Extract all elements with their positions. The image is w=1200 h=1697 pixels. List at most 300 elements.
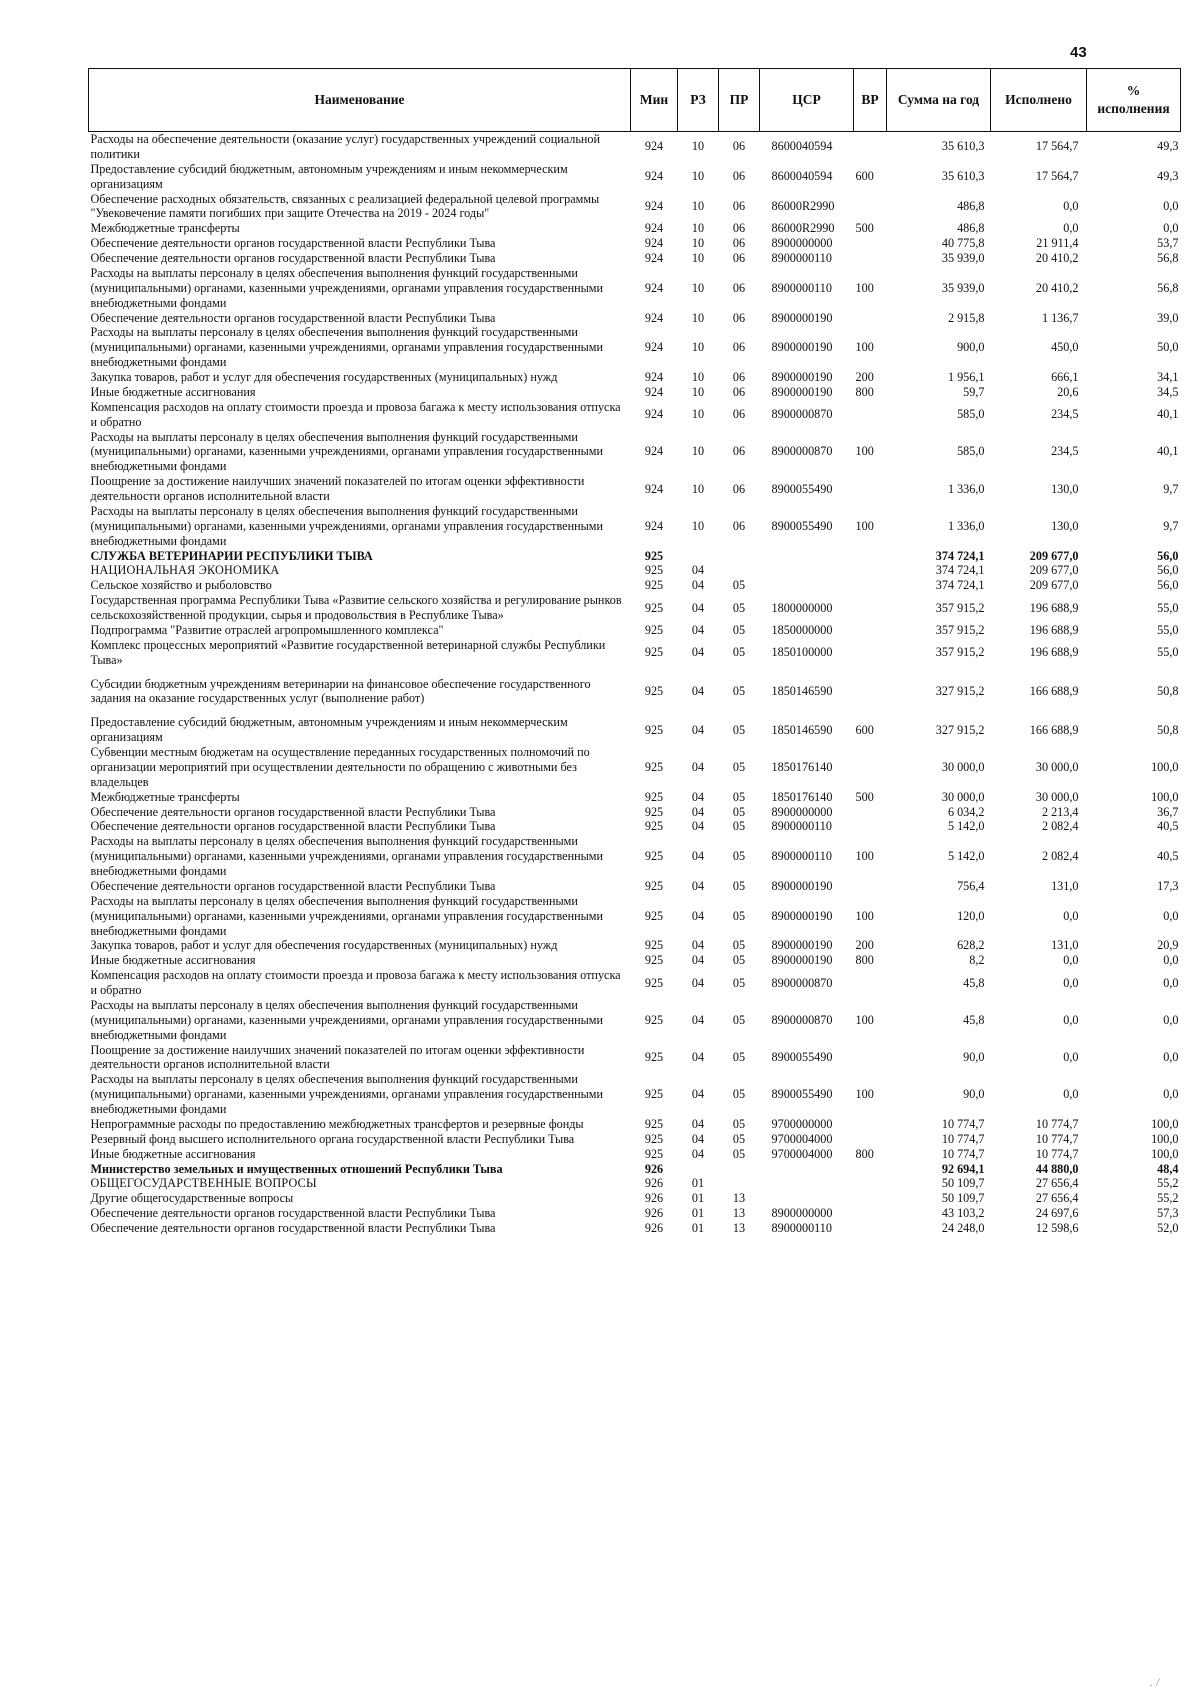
cell-done: 27 656,4 — [1035, 1176, 1079, 1191]
cell-name: Обеспечение деятельности органов государственной власти Республики Тыва — [90, 819, 496, 834]
cell-pct: 52,0 — [1157, 1221, 1179, 1235]
cell-rz: 04 — [691, 578, 705, 593]
cell-done: 196 688,9 — [1029, 622, 1079, 637]
cell-done: 30 000,0 — [1035, 759, 1079, 774]
cell-csr: 1850146590 — [771, 683, 833, 698]
cell-done: 27 656,4 — [1035, 1191, 1079, 1206]
cell-name: Обеспечение деятельности органов государственной власти Республики Тыва — [90, 804, 496, 819]
cell-done: 44 880,0 — [1035, 1161, 1079, 1176]
cell-name: Обеспечение деятельности органов государственной власти Республики Тыва — [90, 1206, 496, 1221]
cell-pr: 06 — [732, 236, 746, 251]
cell-rz: 10 — [691, 280, 705, 295]
cell-name: Поощрение за достижение наилучших значений показателей по итогам оценки эффективности деятельности органов исполнительной власти — [90, 474, 585, 503]
cell-name: Иные бюджетные ассигнования — [90, 1146, 256, 1161]
cell-rz: 04 — [691, 1146, 705, 1161]
cell-vr: 800 — [855, 1146, 874, 1161]
cell-name: Расходы на выплаты персоналу в целях обеспечения выполнения функций государственными (муниципальными) органами, казенными учреждениями, органами управления государственными внебюджетными фондами — [90, 265, 604, 310]
cell-csr: 8900000190 — [771, 938, 833, 953]
table-row — [89, 563, 1181, 578]
cell-vr — [854, 251, 887, 266]
cell-name: Расходы на выплаты персоналу в целях обеспечения выполнения функций государственными (муниципальными) органами, казенными учреждениями, органами управления государственными внебюджетными фондами — [90, 893, 604, 938]
cell-pct: 55,2 — [1157, 1191, 1179, 1206]
cell-done: 196 688,9 — [1029, 645, 1079, 660]
cell-sum: 1 956,1 — [947, 370, 985, 384]
cell-csr: 9700004000 — [771, 1131, 833, 1146]
cell-pct: 100,0 — [1151, 789, 1179, 804]
scan-artifact: . / — [1150, 1675, 1160, 1689]
cell-name: Обеспечение деятельности органов государственной власти Республики Тыва — [90, 878, 496, 893]
cell-min: 924 — [644, 518, 664, 533]
cell-done: 166 688,9 — [1029, 722, 1079, 737]
cell-pr: 05 — [732, 645, 746, 660]
cell-vr — [854, 879, 887, 894]
cell-pr: 06 — [732, 370, 746, 384]
table-row — [89, 638, 1181, 668]
cell-name: Государственная программа Республики Тыва «Развитие сельского хозяйства и регулирование рынков сельскохозяйственной продукции, сырья и продовольствия в Республике Тыва» — [90, 593, 622, 622]
cell-done: 17 564,7 — [1035, 139, 1079, 154]
cell-vr — [854, 623, 887, 638]
cell-pr: 05 — [732, 1049, 746, 1064]
cell-vr — [854, 1206, 887, 1221]
cell-csr: 8900000190 — [771, 310, 833, 325]
header-sum: Сумма на год — [887, 69, 991, 132]
cell-pr — [719, 563, 760, 578]
cell-vr — [854, 819, 887, 834]
cell-vr — [854, 593, 887, 623]
cell-csr: 8900000870 — [771, 975, 833, 990]
cell-pr: 06 — [732, 169, 746, 184]
cell-name: Расходы на выплаты персоналу в целях обеспечения выполнения функций государственными (муниципальными) органами, казенными учреждениями, органами управления государственными внебюджетными фондами — [90, 1072, 604, 1116]
cell-min: 924 — [644, 310, 664, 325]
cell-pct: 0,0 — [1163, 1087, 1179, 1102]
cell-done: 666,1 — [1051, 370, 1079, 384]
cell-name: Субвенции местным бюджетам на осуществление переданных государственных полномочий по организации мероприятий при осуществлении деятельности по обращению с животными без владельцев — [90, 745, 590, 789]
cell-done: 131,0 — [1051, 878, 1079, 893]
cell-sum: 357 915,2 — [935, 645, 985, 660]
cell-csr: 8900000870 — [771, 1012, 833, 1027]
cell-csr: 86000R2990 — [771, 221, 835, 236]
table-row — [89, 938, 1181, 953]
cell-sum: 30 000,0 — [941, 759, 985, 774]
cell-min: 925 — [644, 908, 664, 923]
cell-csr: 8900000000 — [771, 804, 833, 819]
cell-min: 925 — [644, 804, 664, 819]
cell-min: 925 — [644, 953, 664, 968]
cell-min: 925 — [644, 938, 664, 953]
table-row — [89, 1147, 1181, 1162]
cell-sum: 357 915,2 — [935, 622, 985, 637]
cell-pct: 56,0 — [1157, 548, 1179, 563]
cell-sum: 10 774,7 — [941, 1131, 985, 1146]
cell-sum: 585,0 — [957, 444, 985, 459]
cell-sum: 59,7 — [963, 384, 985, 399]
cell-csr: 8600040594 — [771, 169, 833, 184]
cell-pr: 06 — [732, 251, 746, 265]
cell-done: 196 688,9 — [1029, 600, 1079, 615]
cell-min: 924 — [644, 169, 664, 184]
cell-sum: 374 724,1 — [935, 578, 985, 593]
cell-done: 0,0 — [1063, 221, 1079, 236]
table-row — [89, 834, 1181, 879]
cell-vr — [854, 549, 887, 564]
cell-pct: 0,0 — [1163, 908, 1179, 923]
cell-min: 924 — [644, 384, 664, 399]
table-row — [89, 1206, 1181, 1221]
table-row — [89, 370, 1181, 385]
cell-min: 925 — [644, 1131, 664, 1146]
header-min: Мин — [631, 69, 678, 132]
cell-min: 926 — [644, 1206, 664, 1221]
cell-rz: 10 — [691, 518, 705, 533]
cell-done: 21 911,4 — [1036, 236, 1079, 251]
cell-vr: 100 — [855, 1087, 874, 1102]
header-name: Наименование — [89, 69, 631, 132]
cell-pr: 05 — [732, 819, 746, 834]
cell-sum: 5 142,0 — [947, 819, 985, 834]
cell-done: 10 774,7 — [1035, 1116, 1079, 1131]
cell-vr: 100 — [855, 908, 874, 923]
cell-min: 925 — [644, 1049, 664, 1064]
cell-pct: 36,7 — [1157, 804, 1179, 819]
cell-min: 924 — [644, 340, 664, 355]
table-row — [89, 251, 1181, 266]
cell-pct: 40,1 — [1157, 407, 1179, 422]
cell-csr: 8900000110 — [771, 280, 832, 295]
cell-csr: 8900000870 — [771, 407, 833, 422]
cell-min: 925 — [644, 759, 664, 774]
cell-rz: 01 — [691, 1221, 705, 1235]
cell-rz: 10 — [691, 340, 705, 355]
cell-rz: 04 — [691, 759, 705, 774]
cell-name: Поощрение за достижение наилучших значений показателей по итогам оценки эффективности деятельности органов исполнительной власти — [90, 1042, 585, 1072]
cell-pct: 55,2 — [1157, 1176, 1179, 1191]
table-row — [89, 998, 1181, 1043]
cell-vr — [854, 805, 887, 820]
cell-pr: 05 — [732, 683, 746, 698]
header-rz: РЗ — [678, 69, 719, 132]
cell-pr: 06 — [732, 481, 746, 496]
cell-vr: 100 — [855, 1012, 874, 1027]
cell-done: 1 136,7 — [1041, 310, 1079, 325]
cell-sum: 50 109,7 — [941, 1191, 985, 1206]
cell-pct: 49,3 — [1157, 169, 1179, 184]
cell-pct: 0,0 — [1163, 953, 1179, 968]
cell-pr: 05 — [732, 722, 746, 737]
table-row — [89, 162, 1181, 192]
cell-min: 924 — [644, 444, 664, 459]
cell-name: Иные бюджетные ассигнования — [90, 953, 256, 968]
table-row — [89, 400, 1181, 430]
cell-rz: 10 — [691, 384, 705, 399]
cell-vr: 800 — [855, 384, 874, 399]
cell-sum: 374 724,1 — [935, 548, 985, 563]
cell-csr — [760, 1176, 854, 1191]
cell-pr: 06 — [732, 444, 746, 459]
cell-rz: 04 — [691, 683, 705, 698]
cell-csr: 86000R2990 — [771, 198, 835, 213]
header-pct: % исполнения — [1087, 69, 1181, 132]
cell-pct: 50,8 — [1157, 683, 1179, 698]
cell-pct: 56,8 — [1157, 280, 1179, 295]
cell-pr: 05 — [732, 953, 746, 968]
cell-rz: 04 — [691, 1087, 705, 1102]
cell-sum: 357 915,2 — [935, 600, 985, 615]
cell-sum: 5 142,0 — [947, 849, 985, 864]
cell-pr: 05 — [732, 789, 746, 804]
cell-rz: 04 — [691, 878, 705, 893]
cell-done: 234,5 — [1051, 444, 1079, 459]
table-row — [89, 1162, 1181, 1177]
cell-pct: 56,0 — [1157, 563, 1179, 578]
cell-csr: 8900055490 — [771, 1049, 833, 1064]
table-row — [89, 266, 1181, 311]
cell-min: 925 — [644, 683, 664, 698]
cell-sum: 35 610,3 — [941, 139, 985, 154]
cell-done: 24 697,6 — [1035, 1206, 1079, 1221]
cell-sum: 486,8 — [957, 221, 985, 236]
cell-min: 925 — [644, 722, 664, 737]
cell-name: Межбюджетные трансферты — [90, 221, 240, 236]
cell-pct: 50,0 — [1157, 340, 1179, 355]
table-row — [89, 430, 1181, 475]
cell-name: Компенсация расходов на оплату стоимости проезда и провоза багажа к месту использования отпуска и обратно — [90, 399, 621, 429]
header-vr: ВР — [854, 69, 887, 132]
cell-sum: 90,0 — [963, 1087, 985, 1102]
cell-pct: 0,0 — [1163, 975, 1179, 990]
table-row — [89, 1117, 1181, 1132]
cell-sum: 8,2 — [969, 953, 985, 968]
table-row — [89, 706, 1181, 745]
cell-min: 924 — [644, 236, 664, 251]
cell-sum: 1 336,0 — [947, 518, 985, 533]
cell-pr: 05 — [732, 1087, 746, 1102]
cell-rz: 10 — [691, 198, 705, 213]
cell-csr: 8900000190 — [771, 953, 833, 968]
cell-sum: 35 939,0 — [941, 280, 985, 295]
cell-sum: 6 034,2 — [947, 804, 985, 819]
cell-vr — [854, 474, 887, 504]
cell-name: Обеспечение деятельности органов государственной власти Республики Тыва — [90, 251, 496, 265]
table-row — [89, 578, 1181, 593]
cell-min: 925 — [644, 975, 664, 990]
cell-vr — [854, 668, 887, 707]
cell-pct: 55,0 — [1157, 622, 1179, 637]
cell-name: Предоставление субсидий бюджетным, автономным учреждениям и иным некоммерческим организациям — [90, 161, 568, 191]
cell-sum: 43 103,2 — [941, 1206, 985, 1221]
cell-vr — [854, 968, 887, 998]
cell-min: 924 — [644, 280, 664, 295]
cell-pr: 05 — [732, 1131, 746, 1146]
cell-csr: 8900000110 — [771, 1221, 832, 1235]
cell-pct: 40,5 — [1157, 849, 1179, 864]
cell-done: 0,0 — [1063, 975, 1079, 990]
cell-done: 20 410,2 — [1035, 251, 1079, 265]
cell-name: Резервный фонд высшего исполнительного органа государственной власти Республики Тыва — [90, 1131, 575, 1146]
cell-name: Закупка товаров, работ и услуг для обеспечения государственных (муниципальных) нужд — [90, 938, 558, 953]
cell-done: 234,5 — [1051, 407, 1079, 422]
cell-pct: 55,0 — [1157, 600, 1179, 615]
cell-vr — [854, 1043, 887, 1073]
cell-rz: 10 — [691, 310, 705, 325]
cell-done: 450,0 — [1051, 340, 1079, 355]
cell-pr — [719, 549, 760, 564]
cell-sum: 374 724,1 — [935, 563, 985, 578]
cell-sum: 486,8 — [957, 198, 985, 213]
cell-csr: 8900000000 — [771, 1206, 833, 1221]
cell-name: Другие общегосударственные вопросы — [90, 1191, 294, 1206]
cell-min: 924 — [644, 407, 664, 422]
cell-sum: 30 000,0 — [941, 789, 985, 804]
cell-pr: 13 — [732, 1206, 746, 1221]
table-row — [89, 968, 1181, 998]
cell-rz: 04 — [691, 563, 705, 578]
cell-min: 925 — [644, 563, 664, 578]
table-body — [89, 132, 1181, 1236]
cell-done: 20,6 — [1057, 384, 1079, 399]
cell-vr — [854, 311, 887, 326]
table-row — [89, 819, 1181, 834]
cell-rz: 01 — [691, 1176, 705, 1191]
table-row — [89, 593, 1181, 623]
cell-name: Иные бюджетные ассигнования — [90, 384, 256, 399]
table-row — [89, 1132, 1181, 1147]
cell-pr: 06 — [732, 340, 746, 355]
cell-pct: 56,8 — [1157, 251, 1179, 265]
cell-pct: 56,0 — [1157, 578, 1179, 593]
cell-sum: 24 248,0 — [941, 1221, 985, 1235]
cell-sum: 92 694,1 — [941, 1161, 985, 1176]
cell-csr: 8900000190 — [771, 908, 833, 923]
cell-vr — [854, 745, 887, 790]
cell-sum: 35 939,0 — [941, 251, 985, 265]
cell-min: 925 — [644, 600, 664, 615]
cell-rz: 04 — [691, 600, 705, 615]
table-row — [89, 549, 1181, 564]
cell-pct: 0,0 — [1163, 198, 1179, 213]
cell-pr: 05 — [732, 600, 746, 615]
cell-min: 926 — [644, 1191, 664, 1206]
cell-vr: 100 — [855, 280, 874, 295]
cell-pr: 06 — [732, 198, 746, 213]
cell-vr — [854, 236, 887, 251]
cell-done: 0,0 — [1063, 953, 1079, 968]
cell-name: НАЦИОНАЛЬНАЯ ЭКОНОМИКА — [90, 563, 280, 578]
table-row — [89, 1176, 1181, 1191]
cell-done: 17 564,7 — [1035, 169, 1079, 184]
cell-pr: 05 — [732, 804, 746, 819]
cell-sum: 585,0 — [957, 407, 985, 422]
cell-pr: 06 — [732, 139, 746, 154]
cell-pr: 06 — [732, 384, 746, 399]
cell-pr: 06 — [732, 280, 746, 295]
cell-name: СЛУЖБА ВЕТЕРИНАРИИ РЕСПУБЛИКИ ТЫВА — [90, 548, 373, 563]
cell-rz: 01 — [691, 1206, 705, 1221]
table-row — [89, 1221, 1181, 1236]
cell-min: 925 — [644, 819, 664, 834]
cell-min: 925 — [644, 878, 664, 893]
cell-done: 0,0 — [1063, 198, 1079, 213]
cell-csr — [760, 549, 854, 564]
budget-execution-table — [88, 68, 1181, 1236]
cell-csr: 8900000110 — [771, 251, 832, 265]
cell-min: 925 — [644, 578, 664, 593]
cell-name: Компенсация расходов на оплату стоимости проезда и провоза багажа к месту использования отпуска и обратно — [90, 968, 621, 997]
table-row — [89, 790, 1181, 805]
cell-rz — [678, 1162, 719, 1177]
cell-name: Закупка товаров, работ и услуг для обеспечения государственных (муниципальных) нужд — [90, 370, 558, 384]
cell-csr: 1850176140 — [771, 759, 833, 774]
cell-done: 0,0 — [1063, 1012, 1079, 1027]
cell-pct: 100,0 — [1151, 759, 1179, 774]
cell-pct: 0,0 — [1163, 1049, 1179, 1064]
cell-done: 0,0 — [1063, 1087, 1079, 1102]
cell-min: 924 — [644, 370, 664, 384]
cell-vr — [854, 1132, 887, 1147]
cell-done: 20 410,2 — [1035, 280, 1079, 295]
cell-rz: 04 — [691, 1012, 705, 1027]
cell-csr: 8900000110 — [771, 819, 832, 834]
cell-rz: 01 — [691, 1191, 705, 1206]
cell-rz — [678, 549, 719, 564]
cell-sum: 35 610,3 — [941, 169, 985, 184]
cell-sum: 327 915,2 — [935, 722, 985, 737]
cell-sum: 10 774,7 — [941, 1146, 985, 1161]
cell-pct: 17,3 — [1157, 878, 1179, 893]
cell-name: Сельское хозяйство и рыболовство — [90, 578, 272, 593]
cell-done: 2 213,4 — [1041, 804, 1079, 819]
cell-csr: 8900055490 — [771, 481, 833, 496]
cell-done: 10 774,7 — [1035, 1146, 1079, 1161]
cell-rz: 04 — [691, 1049, 705, 1064]
cell-csr: 9700004000 — [771, 1146, 833, 1161]
cell-pr: 06 — [732, 310, 746, 325]
cell-name: Подпрограмма "Развитие отраслей агропромышленного комплекса" — [90, 622, 444, 637]
cell-pr: 05 — [732, 578, 746, 593]
cell-pct: 0,0 — [1163, 1012, 1179, 1027]
cell-csr: 1850100000 — [771, 645, 833, 660]
cell-min: 925 — [644, 849, 664, 864]
cell-sum: 45,8 — [963, 1012, 985, 1027]
table-row — [89, 474, 1181, 504]
cell-pct: 50,8 — [1157, 722, 1179, 737]
cell-sum: 1 336,0 — [947, 481, 985, 496]
cell-vr: 800 — [855, 953, 874, 968]
cell-pr: 05 — [732, 849, 746, 864]
cell-csr: 8900000110 — [771, 849, 832, 864]
cell-done: 131,0 — [1051, 938, 1079, 953]
cell-vr — [854, 1221, 887, 1236]
cell-rz: 10 — [691, 221, 705, 236]
cell-done: 166 688,9 — [1029, 683, 1079, 698]
table-row — [89, 894, 1181, 939]
cell-pr: 06 — [732, 518, 746, 533]
cell-done: 130,0 — [1051, 481, 1079, 496]
cell-vr: 500 — [855, 221, 874, 236]
cell-min: 924 — [644, 251, 664, 265]
cell-done: 10 774,7 — [1035, 1131, 1079, 1146]
cell-rz: 04 — [691, 819, 705, 834]
cell-vr — [854, 638, 887, 668]
cell-csr: 8900000870 — [771, 444, 833, 459]
cell-rz: 04 — [691, 908, 705, 923]
cell-pct: 0,0 — [1163, 221, 1179, 236]
cell-done: 130,0 — [1051, 518, 1079, 533]
cell-rz: 04 — [691, 789, 705, 804]
cell-rz: 10 — [691, 236, 705, 251]
cell-pr — [719, 1162, 760, 1177]
cell-csr: 1850000000 — [771, 622, 833, 637]
cell-csr — [760, 1191, 854, 1206]
